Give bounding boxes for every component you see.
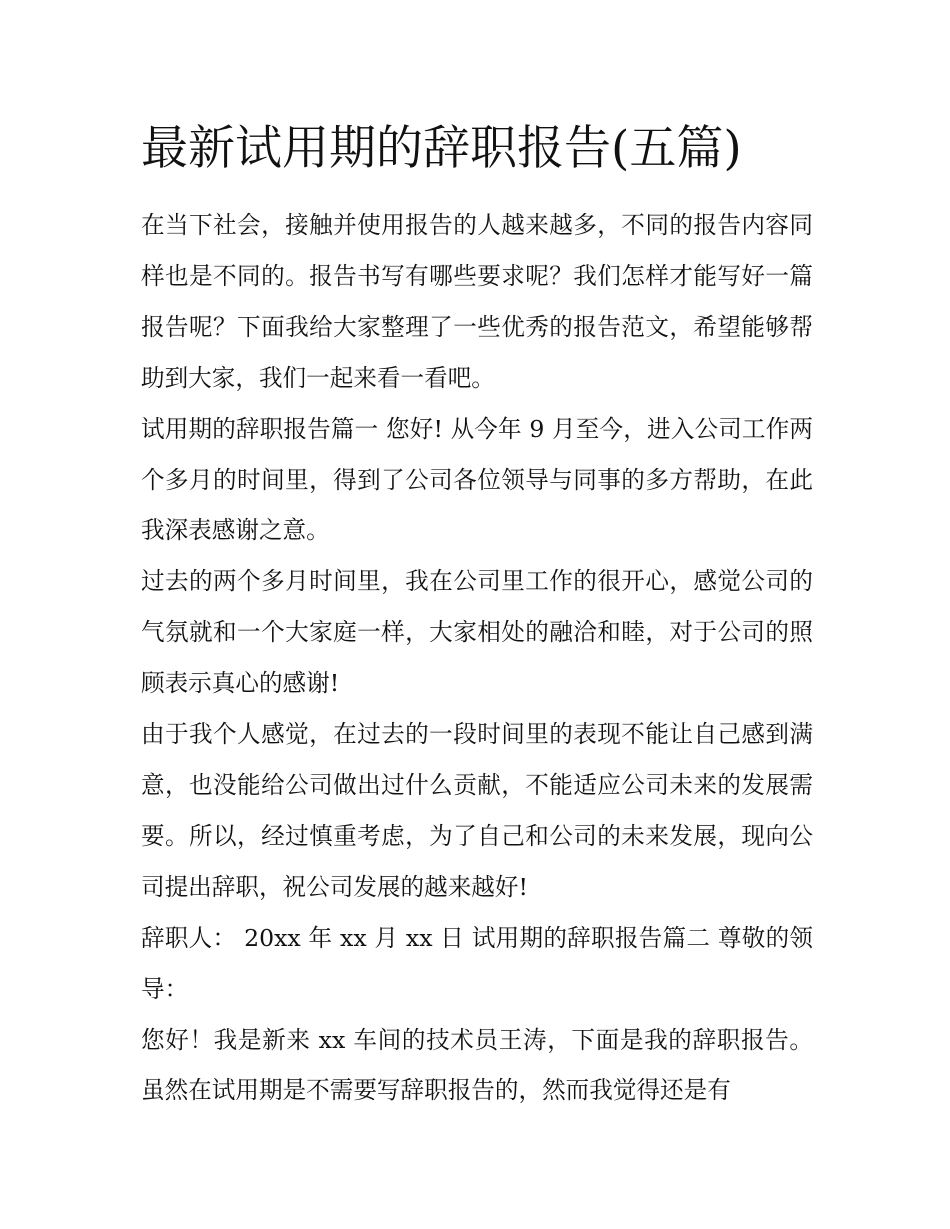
paragraph-letter-one: 试用期的辞职报告篇一 您好! 从今年 9 月至今，进入公司工作两个多月的时间里，得到了公司各位领导与同事的多方帮助，在此我深表感谢之意。 (141, 414, 813, 545)
paragraph-experience: 过去的两个多月时间里，我在公司里工作的很开心，感觉公司的气氛就和一个大家庭一样，大家相处的融洽和睦，对于公司的照顾表示真心的感谢! (141, 567, 813, 698)
document-title: 最新试用期的辞职报告(五篇) (141, 121, 742, 176)
document-body (141, 200, 813, 1116)
document-content (141, 110, 813, 1116)
paragraph-letter-two-start: 您好！我是新来 xx 车间的技术员王涛，下面是我的辞职报告。虽然在试用期是不需要写辞职报告的，然而我觉得还是有 (141, 1025, 813, 1105)
paragraph-reason: 由于我个人感觉，在过去的一段时间里的表现不能让自己感到满意，也没能给公司做出过什么贡献，不能适应公司未来的发展需要。所以，经过慎重考虑，为了自己和公司的未来发展，现向公司提出辞职，祝公司发展的越来越好! (141, 720, 813, 901)
paragraph-intro: 在当下社会，接触并使用报告的人越来越多，不同的报告内容同样也是不同的。报告书写有哪些要求呢？我们怎样才能写好一篇报告呢？下面我给大家整理了一些优秀的报告范文，希望能够帮助到大家，我们一起来看一看吧。 (141, 211, 813, 392)
paragraph-signature-and-letter-two: 辞职人： 20xx 年 xx 月 xx 日 试用期的辞职报告篇二 尊敬的领导： (141, 923, 813, 1003)
